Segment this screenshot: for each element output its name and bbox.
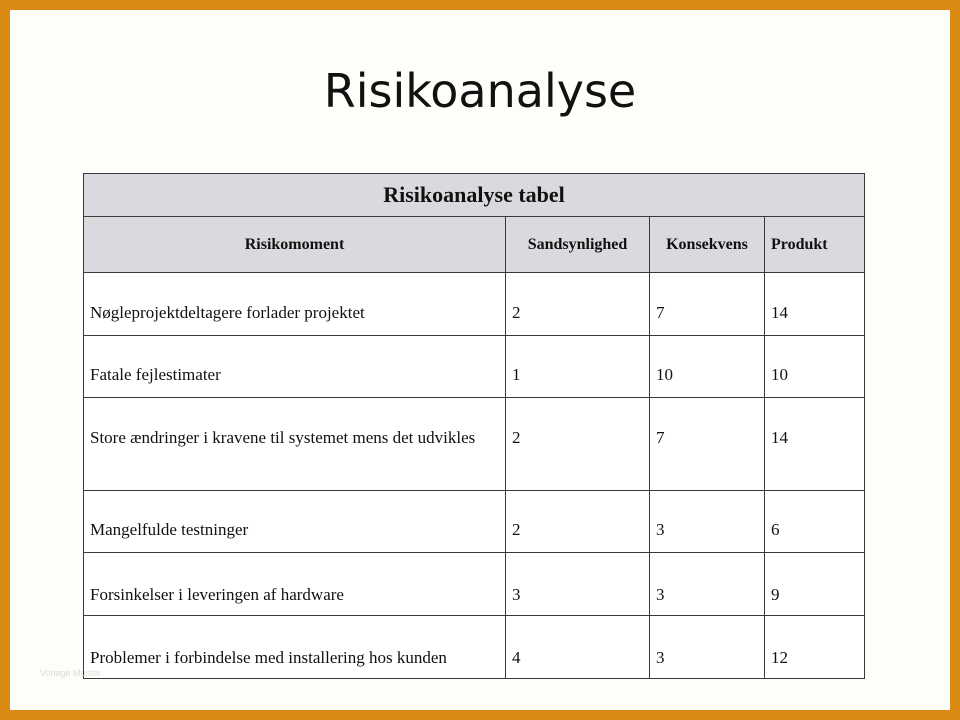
product-cell: 9 — [765, 553, 865, 616]
risk-cell: Problemer i forbindelse med installering hos kunden — [84, 616, 506, 679]
column-header-risk: Risikomoment — [84, 217, 506, 273]
table-caption: Risikoanalyse tabel — [84, 174, 865, 217]
risk-cell: Forsinkelser i leveringen af hardware — [84, 553, 506, 616]
consequence-cell: 10 — [650, 336, 765, 398]
table-caption-row — [84, 174, 865, 217]
column-header-product: Produkt — [765, 217, 865, 273]
table-row — [84, 336, 865, 398]
column-header-probability: Sandsynlighed — [506, 217, 650, 273]
slide — [10, 10, 950, 710]
product-cell: 12 — [765, 616, 865, 679]
watermark: Vorlage Muster — [40, 668, 101, 678]
risk-cell: Nøgleprojektdeltagere forlader projektet — [84, 273, 506, 336]
risk-cell: Store ændringer i kravene til systemet mens det udvikles — [84, 398, 506, 491]
product-cell: 10 — [765, 336, 865, 398]
table-row — [84, 616, 865, 679]
probability-cell: 2 — [506, 491, 650, 553]
slide-title: Risikoanalyse — [323, 64, 637, 118]
table-row — [84, 491, 865, 553]
product-cell: 6 — [765, 491, 865, 553]
risk-cell: Mangelfulde testninger — [84, 491, 506, 553]
column-header-consequence: Konsekvens — [650, 217, 765, 273]
probability-cell: 2 — [506, 273, 650, 336]
consequence-cell: 3 — [650, 553, 765, 616]
consequence-cell: 3 — [650, 491, 765, 553]
risk-cell: Fatale fejlestimater — [84, 336, 506, 398]
probability-cell: 2 — [506, 398, 650, 491]
probability-cell: 3 — [506, 553, 650, 616]
table-header-row — [84, 217, 865, 273]
risk-analysis-table — [83, 173, 865, 679]
product-cell: 14 — [765, 273, 865, 336]
consequence-cell: 7 — [650, 273, 765, 336]
consequence-cell: 7 — [650, 398, 765, 491]
probability-cell: 4 — [506, 616, 650, 679]
table-row — [84, 553, 865, 616]
product-cell: 14 — [765, 398, 865, 491]
table-row — [84, 398, 865, 491]
table-row — [84, 273, 865, 336]
consequence-cell: 3 — [650, 616, 765, 679]
probability-cell: 1 — [506, 336, 650, 398]
